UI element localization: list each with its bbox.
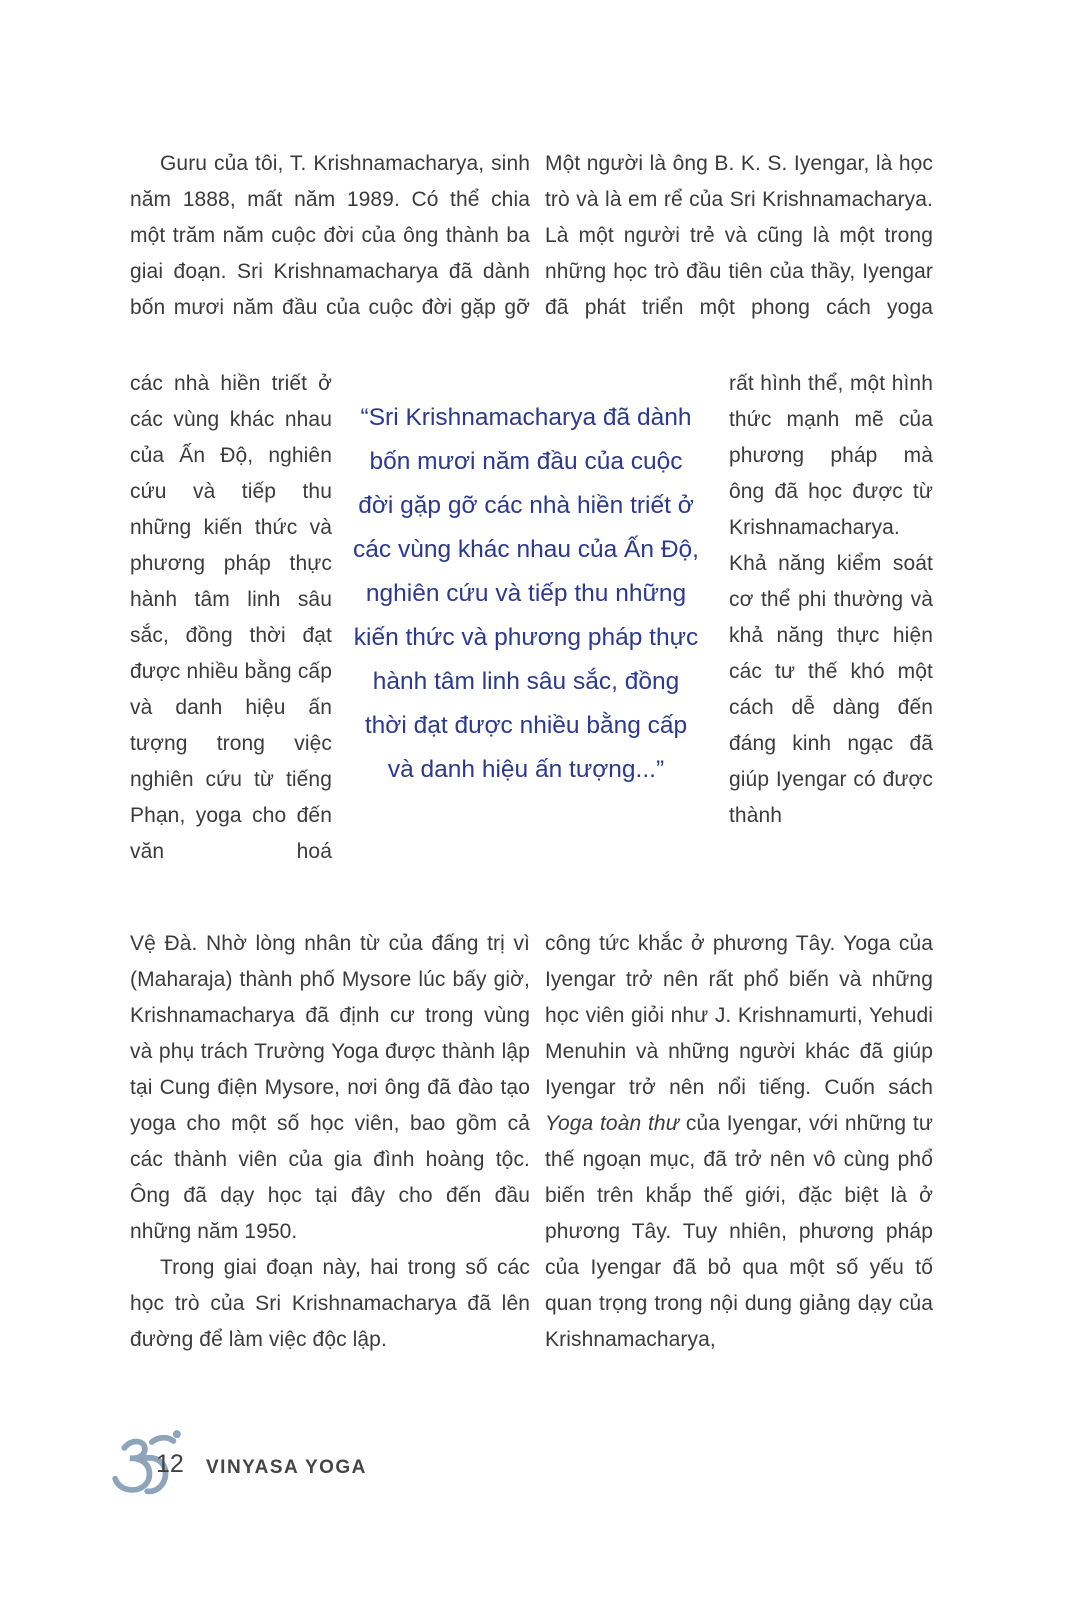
left-column-wrap-text: các nhà hiền triết ở các vùng khác nhau của Ấn Độ, nghiên cứu và tiếp thu những kiến thức và phương pháp thực hành tâm linh sâu sắc, đồng thời đạt được nhiều bằng cấp và danh hiệu ấn tượng trong việc nghiên cứu từ tiếng Phạn, yoga cho đến văn hoá — [130, 372, 332, 863]
left-column-bottom-paragraph: Vệ Đà. Nhờ lòng nhân từ của đấng trị vì (Maharaja) thành phố Mysore lúc bấy giờ, Krishnamacharya đã định cư trong vùng và phụ trách Trường Yoga được thành lập tại Cung điện Mysore, nơi ông đã đào tạo yoga cho một số học viên, bao gồm cả các thành viên của gia đình hoàng tộc. Ông đã dạy học tại đây cho đến đầu những năm 1950. — [130, 932, 530, 1243]
book-title-italic: Yoga toàn thư — [545, 1112, 680, 1135]
left-column-top-paragraph: Guru của tôi, T. Krishnamacharya, sinh năm 1888, mất năm 1989. Có thể chia một trăm năm cuộc đời của ông thành ba giai đoạn. Sri Krishnamacharya đã dành bốn mươi năm đầu của cuộc đời gặp gỡ — [130, 152, 530, 319]
right-column-bottom-text-1: công tức khắc ở phương Tây. Yoga của Iyengar trở nên rất phổ biến và những học viên giỏi như J. Krishnamurti, Yehudi Menuhin và những người khác đã giúp Iyengar trở nên nổi tiếng. Cuốn sách — [545, 932, 933, 1099]
page-number: 12 — [156, 1450, 184, 1478]
right-column-bottom-paragraph — [545, 926, 933, 1358]
pull-quote: “Sri Krishnamacharya đã dành bốn mươi năm đầu của cuộc đời gặp gỡ các nhà hiền triết ở các vùng khác nhau của Ấn Độ, nghiên cứu và tiếp thu những kiến thức và phương pháp thực hành tâm linh sâu sắc, đồng thời đạt được nhiều bằng cấp và danh hiệu ấn tượng...” — [353, 404, 699, 783]
right-column-wrap-text: rất hình thể, một hình thức mạnh mẽ của phương pháp mà ông đã học được từ Krishnamacharya. Khả năng kiểm soát cơ thể phi thường và khả năng thực hiện các tư thế khó một cách dễ dàng đến đáng kinh ngạc đã giúp Iyengar có được thành — [729, 372, 933, 827]
footer-book-title: VINYASA YOGA — [206, 1457, 367, 1478]
right-column-bottom-text-2: của Iyengar, với những tư thế ngoạn mục, đã trở nên vô cùng phổ biến trên khắp thế giới, đặc biệt là ở phương Tây. Tuy nhiên, phương pháp của Iyengar đã bỏ qua một số yếu tố quan trọng trong nội dung giảng dạy của Krishnamacharya, — [545, 1112, 933, 1351]
left-column-second-paragraph: Trong giai đoạn này, hai trong số các học trò của Sri Krishnamacharya đã lên đường để làm việc độc lập. — [130, 1256, 530, 1351]
left-column-bottom — [130, 926, 530, 1358]
right-column-top-paragraph: Một người là ông B. K. S. Iyengar, là học trò và là em rể của Sri Krishnamacharya. Là một người trẻ và cũng là một trong những học trò đầu tiên của thầy, Iyengar đã phát triển một phong cách yoga — [545, 152, 933, 319]
